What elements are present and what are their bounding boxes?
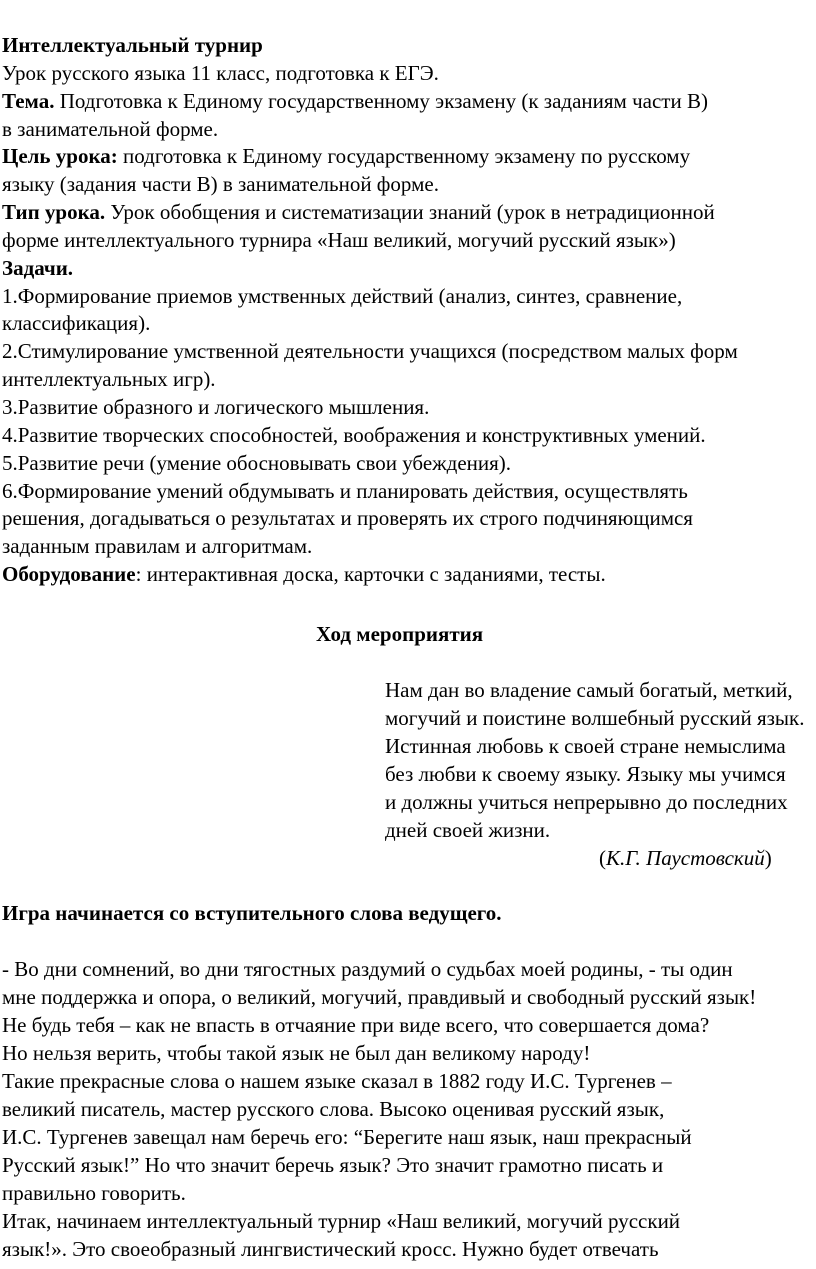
body-line: Русский язык!” Но что значит беречь язык? Это значит грамотно писать и: [2, 1153, 664, 1177]
equipment-text: : интерактивная доска, карточки с заданиями, тесты.: [135, 562, 606, 586]
task-line: 5.Развитие речи (умение обосновывать свои убеждения).: [2, 451, 512, 475]
body-line: мне поддержка и опора, о великий, могучий, правдивый и свободный русский язык!: [2, 985, 757, 1009]
body-line: Не будь тебя – как не впасть в отчаяние при виде всего, что совершается дома?: [2, 1013, 710, 1037]
body-line: великий писатель, мастер русского слова. Высоко оценивая русский язык,: [2, 1097, 665, 1121]
task-line: заданным правилам и алгоритмам.: [2, 534, 313, 558]
body-line: Такие прекрасные слова о нашем языке сказал в 1882 году И.С. Тургенев –: [2, 1069, 672, 1093]
epigraph-author: К.Г. Паустовский: [606, 846, 765, 870]
epigraph-line: могучий и поистине волшебный русский язык.: [385, 706, 805, 730]
document-title: Интеллектуальный турнир: [2, 33, 263, 57]
author-close-paren: ): [764, 846, 772, 870]
goal-line-1: [2, 143, 690, 171]
lesson-type-line-1: [2, 199, 715, 227]
task-line: 4.Развитие творческих способностей, воображения и конструктивных умений.: [2, 423, 706, 447]
task-line: 6.Формирование умений обдумывать и планировать действия, осуществлять: [2, 479, 688, 503]
epigraph-line: Нам дан во владение самый богатый, меткий,: [385, 678, 793, 702]
author-open-paren: (: [599, 846, 606, 870]
body-line: И.С. Тургенев завещал нам беречь его: “Берегите наш язык, наш прекрасный: [2, 1125, 692, 1149]
goal-line-2: языку (задания части В) в занимательной форме.: [2, 172, 439, 196]
game-start-heading: Игра начинается со вступительного слова ведущего.: [2, 901, 502, 925]
document-subtitle: Урок русского языка 11 класс, подготовка к ЕГЭ.: [2, 61, 439, 85]
topic-label: Тема.: [2, 89, 55, 113]
task-line: интеллектуальных игр).: [2, 367, 216, 391]
task-line: 3.Развитие образного и логического мышления.: [2, 395, 430, 419]
body-line: - Во дни сомнений, во дни тягостных раздумий о судьбах моей родины, - ты один: [2, 957, 733, 981]
equipment-label: Оборудование: [2, 562, 136, 586]
tasks-label: Задачи.: [2, 256, 74, 280]
topic-line-2: в занимательной форме.: [2, 117, 219, 141]
epigraph-line: дней своей жизни.: [385, 818, 551, 842]
epigraph-line: без любви к своему языку. Языку мы учимся: [385, 762, 786, 786]
epigraph-author-line: [599, 845, 772, 873]
lesson-type-line-2: форме интеллектуального турнира «Наш великий, могучий русский язык»): [2, 228, 676, 252]
epigraph-line: и должны учиться непрерывно до последних: [385, 790, 788, 814]
lesson-type-label: Тип урока.: [2, 200, 106, 224]
topic-line-1: [2, 88, 708, 116]
goal-label: Цель урока:: [2, 144, 118, 168]
epigraph-line: Истинная любовь к своей стране немыслима: [385, 734, 786, 758]
task-line: классификация).: [2, 311, 151, 335]
task-line: 1.Формирование приемов умственных действий (анализ, синтез, сравнение,: [2, 284, 683, 308]
task-line: 2.Стимулирование умственной деятельности учащихся (посредством малых форм: [2, 339, 738, 363]
lesson-type-text: Урок обобщения и систематизации знаний (урок в нетрадиционной: [105, 200, 715, 224]
goal-text: подготовка к Единому государственному экзамену по русскому: [117, 144, 691, 168]
body-line: Итак, начинаем интеллектуальный турнир «Наш великий, могучий русский: [2, 1209, 681, 1233]
body-line: язык!». Это своеобразный лингвистический кросс. Нужно будет отвечать: [2, 1237, 659, 1261]
equipment-line: [2, 561, 606, 589]
body-line: Но нельзя верить, чтобы такой язык не был дан великому народу!: [2, 1041, 591, 1065]
body-line: правильно говорить.: [2, 1181, 186, 1205]
topic-text: Подготовка к Единому государственному экзамену (к заданиям части В): [54, 89, 708, 113]
section-heading: Ход мероприятия: [316, 622, 484, 646]
task-line: решения, догадываться о результатах и проверять их строго подчиняющимся: [2, 506, 693, 530]
